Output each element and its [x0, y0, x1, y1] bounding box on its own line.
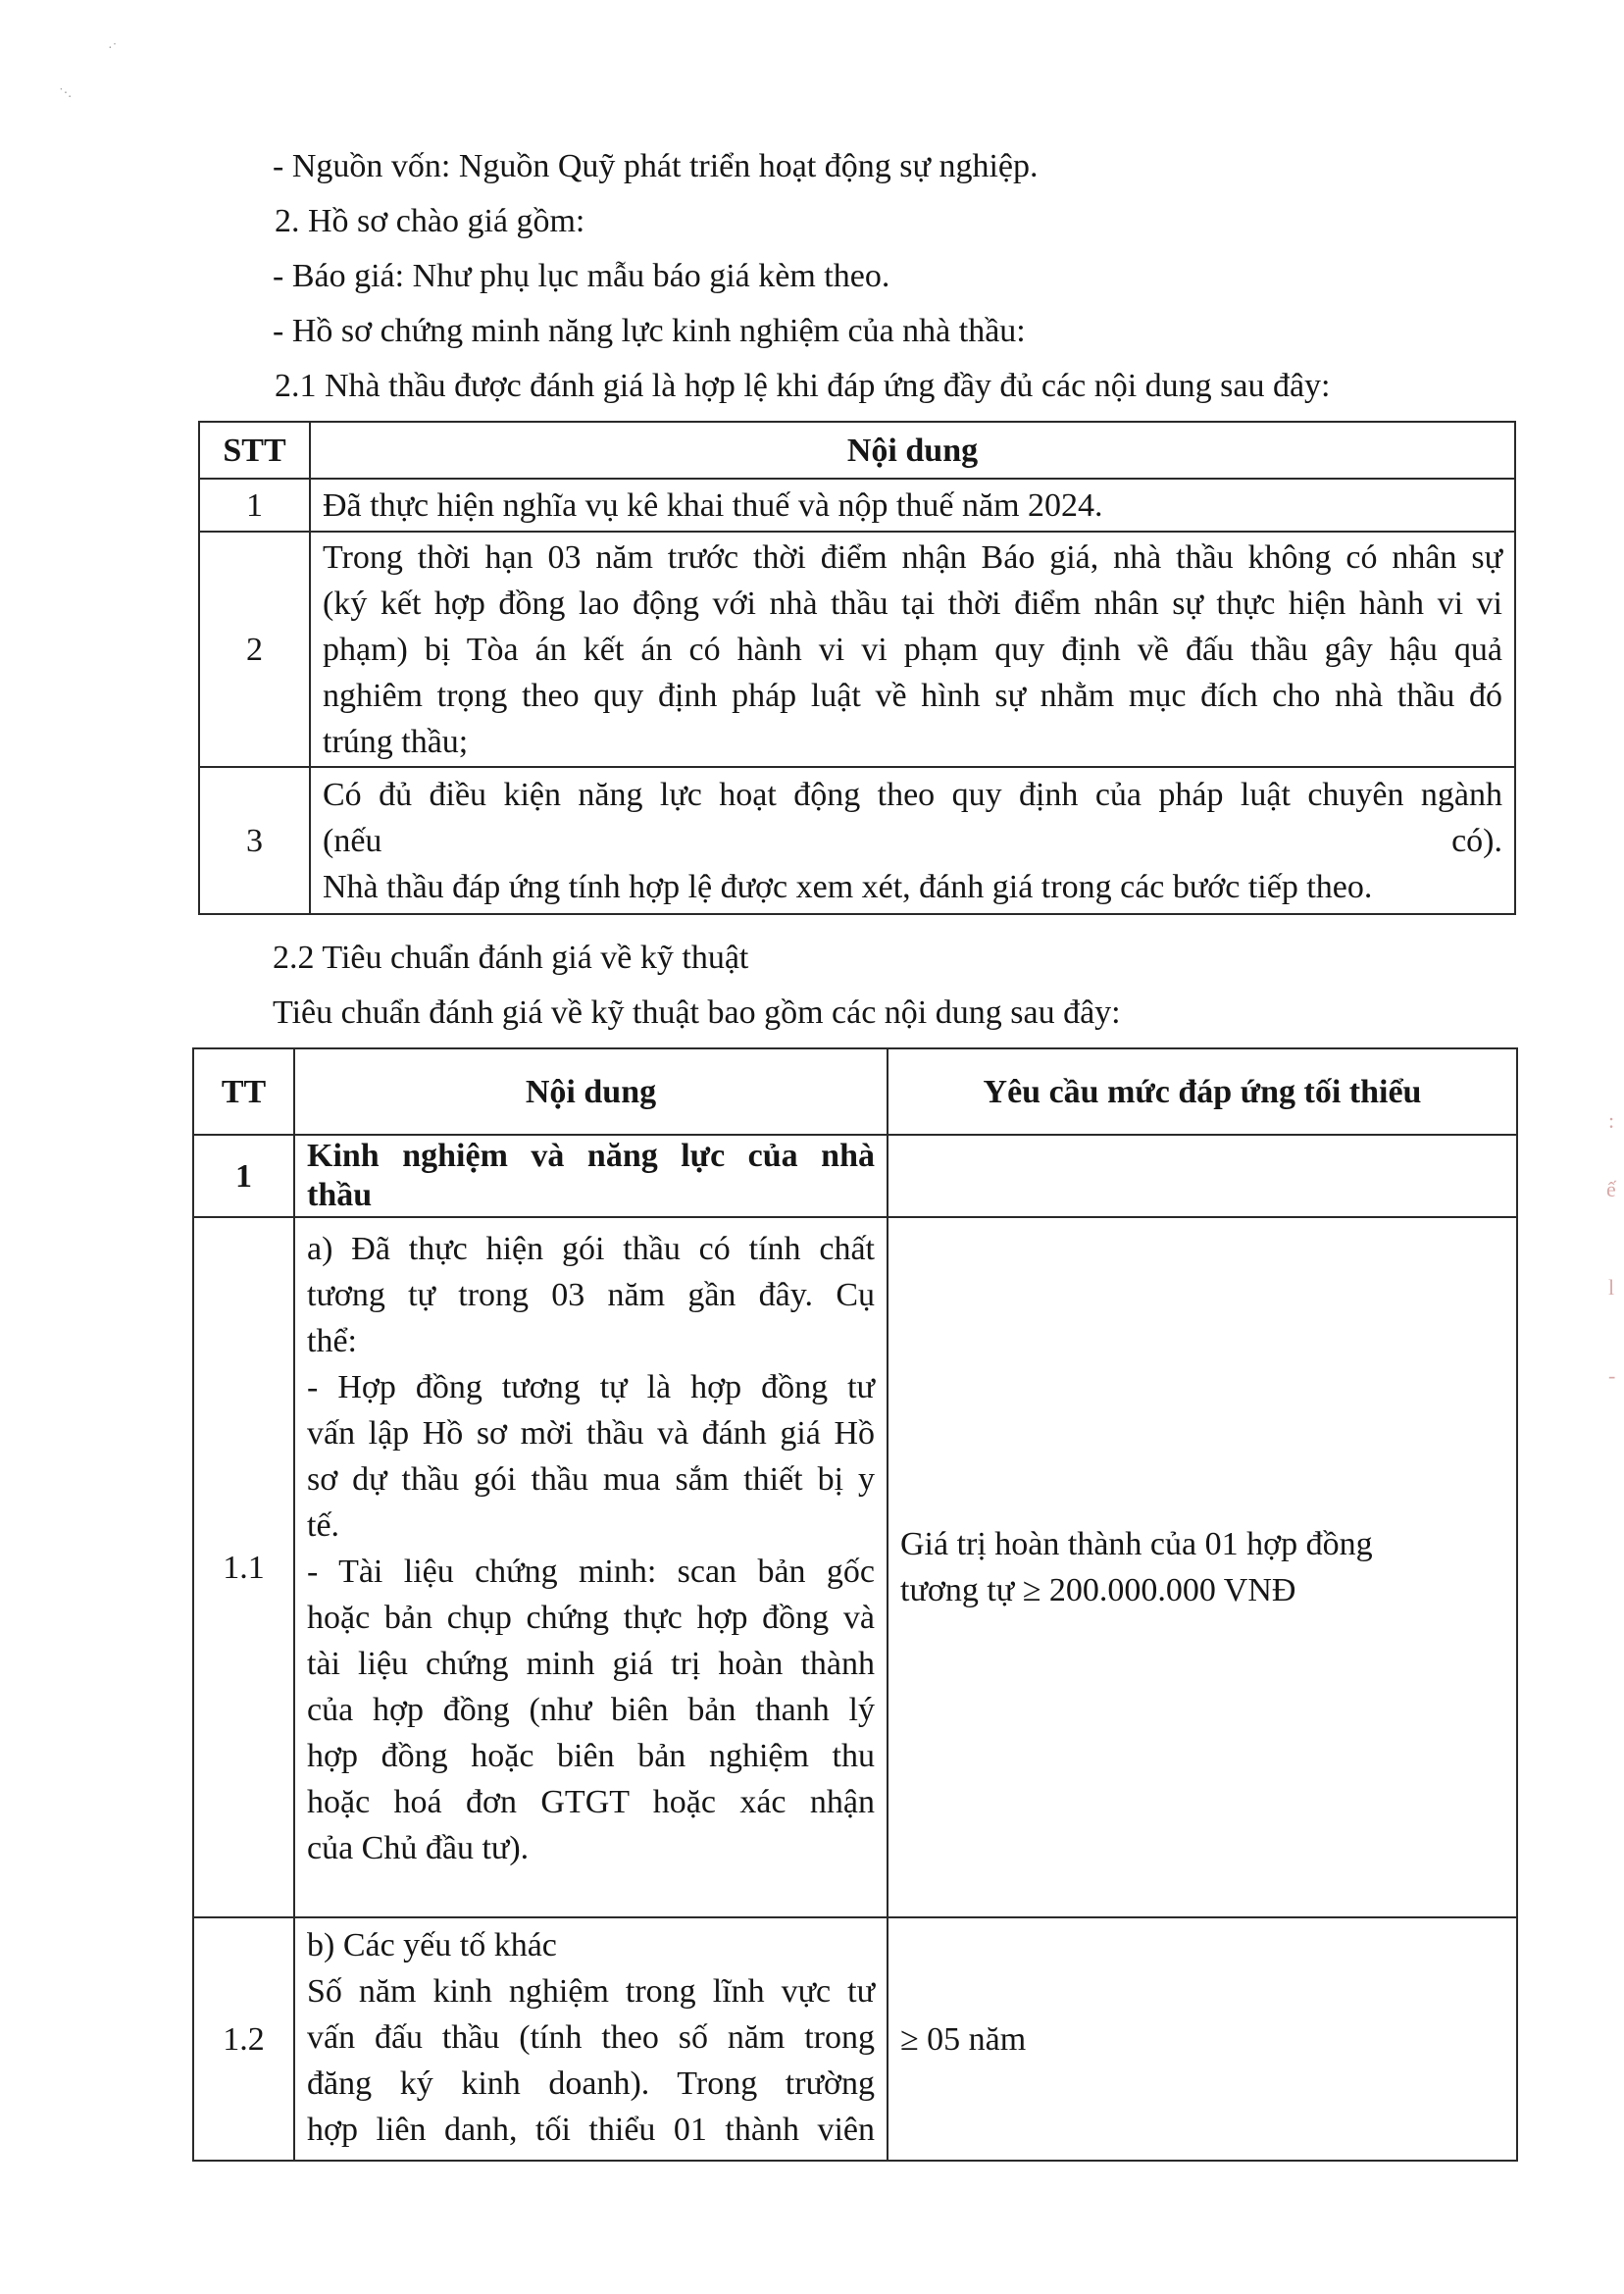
table-row	[193, 1917, 1517, 2161]
content-line: Nhà thầu đáp ứng tính hợp lệ được xem xét, đánh giá trong các bước tiếp theo.	[323, 868, 1373, 905]
table-row	[199, 767, 1515, 914]
margin-stamp-fragment: l	[1608, 1275, 1615, 1300]
row-requirement: ≥ 05 năm	[888, 1917, 1517, 2161]
margin-stamp-fragment: :	[1608, 1108, 1615, 1133]
content-line: hoặc bản chụp chứng thực hợp đồng và	[307, 1600, 875, 1636]
content-line: hoặc hoá đơn GTGT hoặc xác nhận	[307, 1784, 875, 1820]
content-fragment: có).	[1451, 822, 1502, 859]
content-line: vấn đấu thầu (tính theo số năm trong	[307, 2019, 875, 2056]
table-header-row	[199, 422, 1515, 479]
content-line: - Tài liệu chứng minh: scan bản gốc	[307, 1554, 875, 1590]
content-line: vấn lập Hồ sơ mời thầu và đánh giá Hồ	[307, 1415, 875, 1452]
column-header-stt: STT	[199, 422, 310, 479]
row-content	[294, 1135, 888, 1217]
row-requirement	[888, 1217, 1517, 1917]
content-line: của Chủ đầu tư).	[307, 1830, 530, 1866]
row-content	[294, 1217, 888, 1917]
column-header-tt: TT	[193, 1048, 294, 1135]
eligibility-table	[198, 421, 1516, 915]
column-header-content: Nội dung	[310, 422, 1515, 479]
content-line: Kinh nghiệm và năng lực của nhà	[307, 1138, 875, 1174]
bid-documents-heading: 2. Hồ sơ chào giá gồm:	[275, 203, 585, 239]
margin-stamp-fragment: -	[1608, 1363, 1616, 1388]
row-number: 1.2	[193, 1917, 294, 2161]
row-content: Đã thực hiện nghĩa vụ kê khai thuế và nộp thuế năm 2024.	[310, 479, 1515, 532]
row-content	[294, 1917, 888, 2161]
row-content	[310, 532, 1515, 767]
content-line: sơ dự thầu gói thầu mua sắm thiết bị y	[307, 1461, 875, 1498]
content-line: a) Đã thực hiện gói thầu có tính chất	[307, 1231, 875, 1267]
content-line: tương tự trong 03 năm gần đây. Cụ	[307, 1277, 875, 1313]
content-line	[323, 818, 1502, 864]
section-2-1-heading: 2.1 Nhà thầu được đánh giá là hợp lệ khi đáp ứng đầy đủ các nội dung sau đây:	[275, 368, 1331, 404]
content-line: Số năm kinh nghiệm trong lĩnh vực tư	[307, 1973, 875, 2010]
content-line: Có đủ điều kiện năng lực hoạt động theo quy định của pháp luật chuyên ngành	[323, 776, 1502, 813]
table-row	[199, 479, 1515, 532]
technical-criteria-table	[192, 1047, 1518, 2162]
table-row	[193, 1217, 1517, 1917]
content-line: hợp liên danh, tối thiểu 01 thành viên	[307, 2112, 875, 2148]
margin-stamp-fragment: ế	[1606, 1177, 1616, 1201]
row-number: 2	[199, 532, 310, 767]
section-2-2-heading: 2.2 Tiêu chuẩn đánh giá về kỹ thuật	[273, 940, 749, 976]
requirement-line: Giá trị hoàn thành của 01 hợp đồng	[900, 1526, 1373, 1562]
content-line: b) Các yếu tố khác	[307, 1927, 557, 1963]
content-fragment: (nếu	[323, 822, 382, 859]
column-header-content: Nội dung	[294, 1048, 888, 1135]
row-number: 1.1	[193, 1217, 294, 1917]
content-line: hợp đồng hoặc biên bản nghiệm thu	[307, 1738, 875, 1774]
quotation-line: - Báo giá: Như phụ lục mẫu báo giá kèm theo.	[273, 258, 890, 294]
requirement-line: tương tự ≥ 200.000.000 VNĐ	[900, 1572, 1296, 1608]
scan-speck: ˙·.	[59, 86, 72, 101]
row-number: 1	[199, 479, 310, 532]
row-number: 3	[199, 767, 310, 914]
content-line: của hợp đồng (như biên bản thanh lý	[307, 1692, 875, 1728]
content-line: thầu	[307, 1177, 373, 1213]
section-2-2-subheading: Tiêu chuẩn đánh giá về kỹ thuật bao gồm các nội dung sau đây:	[273, 994, 1121, 1031]
content-line: - Hợp đồng tương tự là hợp đồng tư	[307, 1369, 875, 1405]
row-number: 1	[193, 1135, 294, 1217]
scan-speck: ·˙	[108, 41, 118, 56]
content-line: đăng ký kinh doanh). Trong trường	[307, 2065, 875, 2102]
row-content	[310, 767, 1515, 914]
content-line: (ký kết hợp đồng lao động với nhà thầu tại thời điểm nhân sự thực hiện hành vi vi	[323, 585, 1502, 622]
funding-source-line: - Nguồn vốn: Nguồn Quỹ phát triển hoạt động sự nghiệp.	[273, 148, 1039, 184]
table-header-row	[193, 1048, 1517, 1135]
capability-docs-line: - Hồ sơ chứng minh năng lực kinh nghiệm của nhà thầu:	[273, 313, 1026, 349]
content-line: nghiêm trọng theo quy định pháp luật về hình sự nhằm mục đích cho nhà thầu đó	[323, 677, 1502, 714]
column-header-requirement: Yêu cầu mức đáp ứng tối thiểu	[888, 1048, 1517, 1135]
table-row	[193, 1135, 1517, 1217]
content-line: phạm) bị Tòa án kết án có hành vi vi phạm quy định về đấu thầu gây hậu quả	[323, 631, 1502, 668]
row-requirement	[888, 1135, 1517, 1217]
table-row	[199, 532, 1515, 767]
content-line: tế.	[307, 1507, 340, 1544]
content-line: tài liệu chứng minh giá trị hoàn thành	[307, 1646, 875, 1682]
content-line: thể:	[307, 1323, 357, 1359]
content-line: trúng thầu;	[323, 723, 469, 760]
content-line: Trong thời hạn 03 năm trước thời điểm nhận Báo giá, nhà thầu không có nhân sự	[323, 538, 1502, 576]
